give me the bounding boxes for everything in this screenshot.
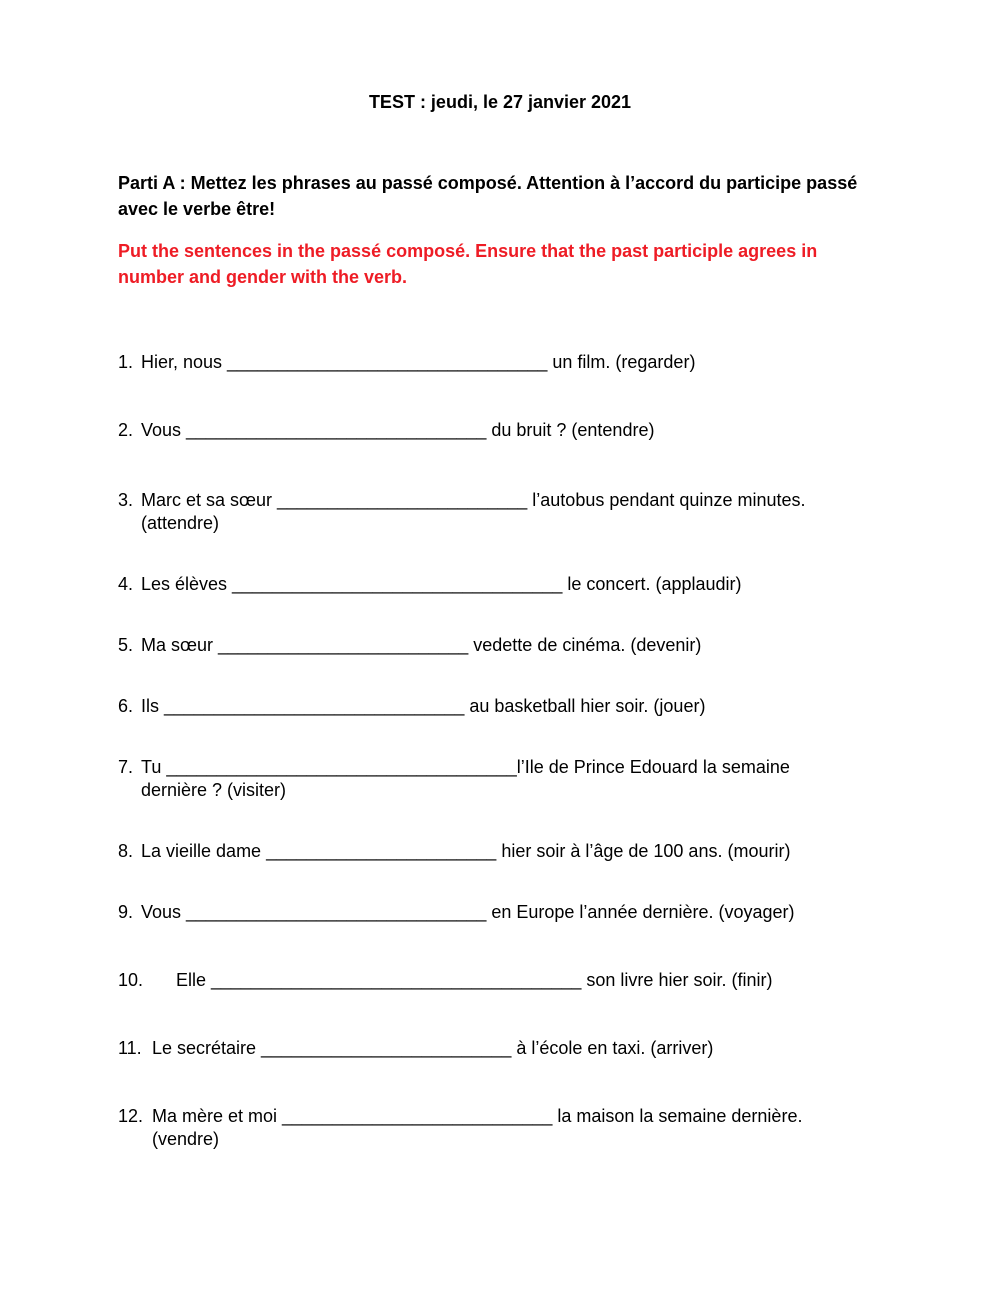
- question-continuation: (attendre): [141, 513, 220, 533]
- question-text: Elle _____________________________________ son livre hier soir. (finir): [176, 970, 773, 990]
- question-item: [118, 419, 898, 442]
- question-text: Marc et sa sœur _________________________ l’autobus pendant quinze minutes.: [141, 490, 806, 510]
- question-number: 3.: [118, 490, 134, 510]
- question-item: [118, 573, 898, 596]
- question-number: 7.: [118, 757, 134, 777]
- question-text: Hier, nous ________________________________ un film. (regarder): [141, 352, 696, 372]
- question-text: Ma mère et moi ___________________________ la maison la semaine dernière.: [152, 1106, 803, 1126]
- question-item: [118, 840, 898, 863]
- page-title: TEST : jeudi, le 27 janvier 2021: [368, 92, 632, 112]
- question-number: 5.: [118, 635, 134, 655]
- question-item: [118, 695, 898, 718]
- question-text: Ma sœur _________________________ vedette de cinéma. (devenir): [141, 635, 702, 655]
- question-continuation: dernière ? (visiter): [141, 780, 287, 800]
- question-number: 2.: [118, 420, 134, 440]
- question-continuation: (vendre): [152, 1129, 220, 1149]
- question-item: [118, 634, 898, 657]
- question-text: Ils ______________________________ au basketball hier soir. (jouer): [141, 696, 706, 716]
- question-item: [118, 351, 898, 374]
- question-item: [118, 901, 898, 924]
- question-item: [118, 756, 898, 802]
- question-item: [118, 969, 898, 992]
- question-text: Vous ______________________________ du bruit ? (entendre): [141, 420, 655, 440]
- question-number: 8.: [118, 841, 134, 861]
- question-number: 1.: [118, 352, 134, 372]
- question-item: [118, 489, 898, 535]
- question-number: 11.: [118, 1038, 142, 1058]
- question-text: Les élèves _________________________________ le concert. (applaudir): [141, 574, 742, 594]
- question-number: 12.: [118, 1106, 144, 1126]
- question-number: 4.: [118, 574, 134, 594]
- question-item: [118, 1037, 898, 1060]
- instructions-french: Parti A : Mettez les phrases au passé composé. Attention à l’accord du participe passé avec le verbe être!: [118, 173, 858, 219]
- question-number: 9.: [118, 902, 134, 922]
- question-text: Vous ______________________________ en Europe l’année dernière. (voyager): [141, 902, 795, 922]
- question-text: Le secrétaire _________________________ à l’école en taxi. (arriver): [152, 1038, 714, 1058]
- instructions-english: Put the sentences in the passé composé. Ensure that the past participle agrees in number and gender with the verb.: [118, 241, 818, 287]
- question-text: Tu ___________________________________l’Ile de Prince Edouard la semaine: [141, 757, 790, 777]
- question-text: La vieille dame _______________________ hier soir à l’âge de 100 ans. (mourir): [141, 841, 791, 861]
- question-number: 10.: [118, 970, 144, 990]
- question-number: 6.: [118, 696, 134, 716]
- question-item: [118, 1105, 898, 1151]
